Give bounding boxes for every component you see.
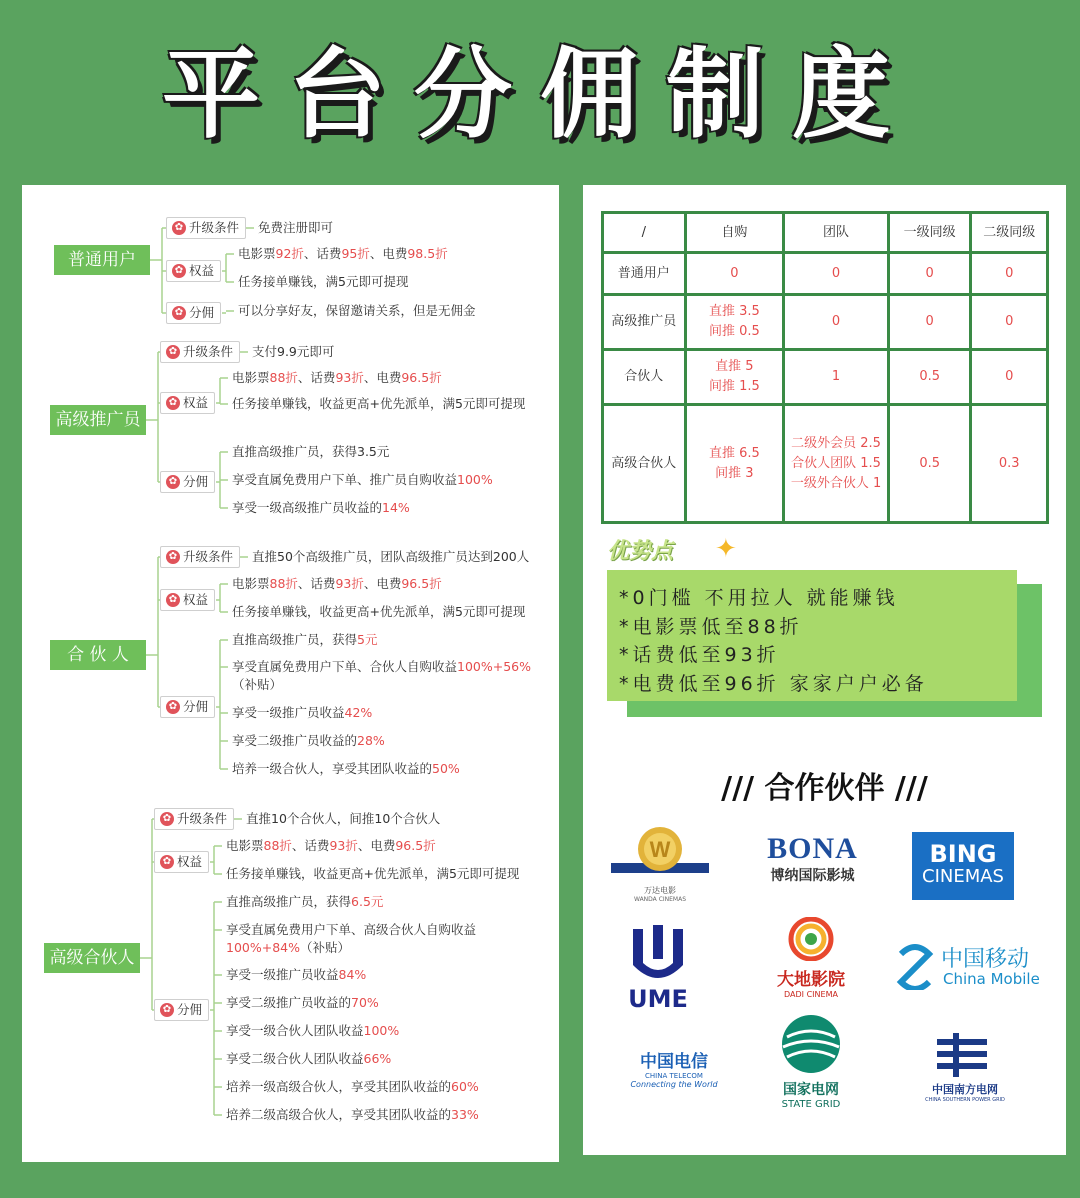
text-span: 50% <box>432 761 460 776</box>
level-1-commission-item <box>232 443 389 461</box>
state-grid-text: 国家电网 <box>783 1082 839 1098</box>
text-span: 电影票 <box>232 370 270 385</box>
table-body <box>603 253 1048 523</box>
level-3-commission-item <box>226 921 542 957</box>
text-span: 享受一级合伙人团队收益 <box>226 1023 364 1038</box>
level-2-benefit-node <box>160 589 215 611</box>
level-3-upgrade-node <box>154 808 234 830</box>
text-span: 66% <box>363 1051 392 1066</box>
table-header-cell: 二级同级 <box>971 213 1048 253</box>
table-header-row <box>603 213 1048 253</box>
text-span: 96.5折 <box>401 576 442 591</box>
sparkle-icon: ✦ <box>715 534 737 564</box>
china-mobile-icon <box>893 940 937 990</box>
node-label: 权益 <box>183 592 209 607</box>
node-label: 权益 <box>183 395 209 410</box>
level-0-commission-node <box>166 302 221 324</box>
table-cell-line: 0.5 <box>919 369 941 384</box>
text-span: 培养二级高级合伙人，享受其团队收益的 <box>226 1107 452 1122</box>
text-span: 、电费 <box>363 370 402 385</box>
bing-cinemas-logo <box>912 832 1014 900</box>
text-span: 93折 <box>335 370 364 385</box>
flower-icon: ✿ <box>172 306 186 320</box>
text-span: 享受直属免费用户下单、合伙人自购收益 <box>232 659 458 674</box>
table-row <box>603 405 1048 523</box>
table-cell <box>888 253 971 295</box>
china-mobile-subtext: China Mobile <box>943 970 1040 988</box>
table-cell-line: 0 <box>831 265 841 281</box>
level-3-commission-item <box>226 994 379 1012</box>
level-3-benefit-node <box>154 851 209 873</box>
wanda-logo <box>601 825 719 903</box>
flower-icon: ✿ <box>166 475 180 489</box>
table-cell <box>888 350 971 405</box>
page-title: 平台分佣制度 <box>161 38 918 152</box>
text-span: 5元 <box>357 632 378 647</box>
level-3-commission-item <box>226 966 366 984</box>
node-label: 分佣 <box>177 1002 203 1017</box>
text-span: 享受二级推广员收益的 <box>226 995 352 1010</box>
node-label: 分佣 <box>183 474 209 489</box>
text-span: 100% <box>363 1023 400 1038</box>
level-2-benefit-item <box>232 603 525 621</box>
flower-icon: ✿ <box>166 593 180 607</box>
level-3-title: 高级合伙人 <box>44 943 140 973</box>
table-cell-line: 0.5 <box>919 455 941 471</box>
level-1-benefit-node <box>160 392 215 414</box>
dadi-logo-icon <box>761 917 861 961</box>
advantage-item: *0门槛 不用拉人 就能赚钱 <box>619 587 899 609</box>
flower-icon: ✿ <box>160 1003 174 1017</box>
text-span: 直推高级推广员，获得3.5元 <box>232 444 390 459</box>
ume-logo-icon <box>613 925 703 983</box>
table-cell-line: 直推 3.5 <box>708 304 760 319</box>
level-3-benefit-item <box>226 865 519 883</box>
level-1-benefit-item <box>232 395 542 413</box>
table-row <box>603 253 1048 295</box>
text-span: 88折 <box>269 576 298 591</box>
level-1-benefit-item <box>232 369 442 387</box>
table-row-label <box>603 350 686 405</box>
ume-logo <box>613 925 703 1011</box>
level-1-commission-item <box>232 499 410 517</box>
level-0-upgrade-node <box>166 217 246 239</box>
level-1-title: 高级推广员 <box>50 405 146 435</box>
text-span: 98.5折 <box>407 246 448 261</box>
node-label: 分佣 <box>189 305 215 320</box>
text-span: 100%+56% <box>457 659 532 674</box>
table-cell-line: 直推 5 <box>715 359 754 374</box>
partners-title: /// 合作伙伴 /// <box>721 771 928 806</box>
table-cell <box>685 405 784 523</box>
ume-logo-text: UME <box>628 985 688 1013</box>
level-1-upgrade-text: 支付9.9元即可 <box>252 344 335 359</box>
text-span: 享受一级高级推广员收益的 <box>232 500 383 515</box>
table-cell-line: 直推 6.5 <box>708 445 760 461</box>
china-mobile-logo <box>893 940 1043 996</box>
text-span: 电影票 <box>238 246 276 261</box>
text-span: 电影票 <box>232 576 270 591</box>
level-2-benefit-item <box>232 575 442 593</box>
flower-icon: ✿ <box>172 221 186 235</box>
node-label: 升级条件 <box>189 220 240 235</box>
text-span: 任务接单赚钱，收益更高+优先派单，满5元即可提现 <box>232 396 526 411</box>
text-span: 培养一级合伙人，享受其团队收益的 <box>232 761 433 776</box>
level-3-commission-item <box>226 1022 399 1040</box>
text-span: 33% <box>451 1107 479 1122</box>
bona-logo-text: BONA <box>767 832 858 865</box>
text-span: 享受二级推广员收益的 <box>232 733 358 748</box>
wanda-logo-icon <box>601 825 719 881</box>
text-span: 、话费 <box>303 246 342 261</box>
level-2-commission-item <box>232 732 385 750</box>
level-1-commission-node <box>160 471 215 493</box>
bona-logo-subtext: 博纳国际影城 <box>770 868 855 884</box>
level-0-benefit-node <box>166 260 221 282</box>
level-3-upgrade-text: 直推10个合伙人，间推10个合伙人 <box>246 811 441 826</box>
level-2-title: 合 伙 人 <box>50 640 146 670</box>
level-2-upgrade-text: 直推50个高级推广员，团队高级推广员达到200人 <box>252 549 530 564</box>
table-cell <box>685 350 784 405</box>
table-cell <box>971 295 1048 350</box>
info-panel <box>583 185 1066 1155</box>
level-0-title: 普通用户 <box>54 245 150 275</box>
bing-logo-text: BING <box>929 840 997 868</box>
table-row-label <box>603 253 686 295</box>
table-cell <box>685 253 784 295</box>
table-cell <box>784 295 889 350</box>
table-cell <box>971 405 1048 523</box>
table-header-cell: 自购 <box>685 213 784 253</box>
table-cell-line: 二级外会员 2.5 <box>791 435 881 451</box>
text-span: 6.5元 <box>351 894 384 909</box>
text-span: 92折 <box>275 246 304 261</box>
table-cell <box>784 253 889 295</box>
commission-tree-panel <box>22 185 559 1162</box>
level-2-commission-item <box>232 760 460 778</box>
dadi-logo-subtext: DADI CINEMA <box>784 990 838 999</box>
table-cell-line: 1 <box>831 369 841 384</box>
csg-text: 中国南方电网 <box>932 1083 998 1096</box>
svg-text:W: W <box>649 837 671 862</box>
node-label: 权益 <box>177 854 203 869</box>
text-span: （补贴） <box>232 677 283 692</box>
table-header-cell: / <box>603 213 686 253</box>
dadi-logo-text: 大地影院 <box>777 970 845 990</box>
text-span: 、话费 <box>291 838 330 853</box>
text-span: 42% <box>344 705 373 720</box>
text-span: 、话费 <box>297 576 336 591</box>
text-span: 84% <box>338 967 367 982</box>
node-label: 权益 <box>189 263 215 278</box>
table-cell <box>971 253 1048 295</box>
text-span: 88折 <box>263 838 292 853</box>
commission-rate-table <box>601 211 1049 524</box>
flower-icon: ✿ <box>172 264 186 278</box>
advantage-item: *话费低至93折 <box>619 644 780 666</box>
text-span: 88折 <box>269 370 298 385</box>
china-southern-power-grid-logo <box>915 1033 1015 1103</box>
text-span: 100%+84% <box>226 940 300 955</box>
table-row <box>603 350 1048 405</box>
table-row-label <box>603 295 686 350</box>
csg-icon <box>915 1033 1015 1077</box>
text-span: （补贴） <box>300 940 351 955</box>
table-cell-line: 0 <box>1005 314 1014 329</box>
node-label: 升级条件 <box>177 811 228 826</box>
text-span: 享受直属免费用户下单、推广员自购收益 <box>232 472 458 487</box>
text-span: 、话费 <box>297 370 336 385</box>
level-1-upgrade-node <box>160 341 240 363</box>
text-span: 可以分享好友，保留邀请关系，但是无佣金 <box>238 303 476 318</box>
table-cell-line: 高级推广员 <box>611 314 677 329</box>
wanda-logo-subtext: WANDA CINEMAS <box>633 896 687 903</box>
text-span: 享受一级推广员收益 <box>226 967 339 982</box>
level-3-commission-item <box>226 893 383 911</box>
flower-icon: ✿ <box>166 700 180 714</box>
china-telecom-tagline: Connecting the World <box>630 1080 718 1089</box>
table-row-label <box>603 405 686 523</box>
table-cell <box>888 295 971 350</box>
level-0-commission-item <box>238 302 476 320</box>
china-telecom-text: 中国电信 <box>640 1052 708 1072</box>
text-span: 任务接单赚钱，收益更高+优先派单，满5元即可提现 <box>232 604 526 619</box>
wanda-logo-text: 万达电影 <box>644 886 676 895</box>
table-header-cell: 团队 <box>784 213 889 253</box>
text-span: 28% <box>357 733 385 748</box>
advantage-item: *电费低至96折 家家户户必备 <box>619 672 928 695</box>
text-span: 、电费 <box>369 246 408 261</box>
flower-icon: ✿ <box>160 812 174 826</box>
level-2-commission-item <box>232 704 372 722</box>
bona-logo <box>755 833 870 893</box>
table-cell-line: 间推 3 <box>715 465 754 481</box>
table-cell <box>685 295 784 350</box>
flower-icon: ✿ <box>166 396 180 410</box>
china-mobile-text: 中国移动 <box>941 947 1030 972</box>
table-header-cell: 一级同级 <box>888 213 971 253</box>
text-span: 享受一级推广员收益 <box>232 705 345 720</box>
level-0-benefit-item <box>238 245 448 263</box>
advantages-box <box>607 570 1017 701</box>
text-span: 100% <box>457 472 493 487</box>
text-span: 60% <box>451 1079 479 1094</box>
text-span: 电影票 <box>226 838 264 853</box>
table-cell-line: 0 <box>925 314 934 329</box>
table-cell-line: 一级外合伙人 1 <box>790 475 882 491</box>
china-telecom-subtext: CHINA TELECOM <box>645 1072 703 1080</box>
flower-icon: ✿ <box>166 345 180 359</box>
table-cell-line: 普通用户 <box>617 265 670 281</box>
table-cell-line: 0 <box>1005 265 1014 281</box>
text-span: 14% <box>382 500 410 515</box>
advantage-item: *电影票低至88折 <box>619 615 803 638</box>
state-grid-subtext: STATE GRID <box>781 1099 841 1110</box>
text-span: 直推高级推广员，获得 <box>226 894 352 909</box>
text-span: 培养一级高级合伙人，享受其团队收益的 <box>226 1079 452 1094</box>
china-telecom-logo <box>609 1047 739 1097</box>
level-3-commission-item <box>226 1050 391 1068</box>
state-grid-icon <box>773 1013 849 1075</box>
table-cell <box>888 405 971 523</box>
csg-subtext: CHINA SOUTHERN POWER GRID <box>925 1097 1005 1103</box>
text-span: 任务接单赚钱，满5元即可提现 <box>238 274 409 289</box>
text-span: 、电费 <box>357 838 396 853</box>
level-0-upgrade-text: 免费注册即可 <box>258 220 334 235</box>
text-span: 96.5折 <box>401 370 442 385</box>
level-2-commission-item <box>232 658 542 694</box>
text-span: 70% <box>351 995 379 1010</box>
text-span: 享受二级合伙人团队收益 <box>226 1051 364 1066</box>
level-1-commission-item <box>232 471 493 489</box>
table-cell <box>971 350 1048 405</box>
flower-icon: ✿ <box>166 550 180 564</box>
text-span: 直推高级推广员，获得 <box>232 632 358 647</box>
table-cell-line: 间推 0.5 <box>708 324 760 339</box>
level-2-upgrade-node <box>160 546 240 568</box>
table-cell-line: 0 <box>831 314 841 329</box>
text-span: 任务接单赚钱，收益更高+优先派单，满5元即可提现 <box>226 866 520 881</box>
node-label: 升级条件 <box>183 344 234 359</box>
table-cell <box>784 405 889 523</box>
text-span: 95折 <box>341 246 370 261</box>
text-span: 93折 <box>329 838 358 853</box>
level-3-commission-item <box>226 1106 479 1124</box>
table-cell-line: 间推 1.5 <box>708 379 760 394</box>
table-cell-line: 合伙人 <box>624 369 664 384</box>
dadi-cinema-logo <box>761 917 861 999</box>
table-cell <box>784 350 889 405</box>
bing-logo-subtext: CINEMAS <box>922 866 1004 887</box>
node-label: 升级条件 <box>183 549 234 564</box>
table-row <box>603 295 1048 350</box>
state-grid-logo <box>773 1013 849 1113</box>
table-cell-line: 0 <box>1005 369 1014 384</box>
table-cell-line: 合伙人团队 1.5 <box>791 455 881 471</box>
table-cell-line: 0.3 <box>998 455 1020 471</box>
text-span: 、电费 <box>363 576 402 591</box>
text-span: 享受直属免费用户下单、高级合伙人自购收益 <box>226 922 477 937</box>
table-cell-line: 0 <box>925 265 934 281</box>
advantages-title: 优势点 <box>607 539 674 564</box>
level-3-commission-item <box>226 1078 479 1096</box>
text-span: 93折 <box>335 576 364 591</box>
table-cell-line: 高级合伙人 <box>611 455 677 471</box>
level-3-benefit-item <box>226 837 436 855</box>
text-span: 96.5折 <box>395 838 436 853</box>
table-cell-line: 0 <box>730 265 739 281</box>
level-2-commission-item <box>232 631 377 649</box>
level-3-commission-node <box>154 999 209 1021</box>
level-2-commission-node <box>160 696 215 718</box>
flower-icon: ✿ <box>160 855 174 869</box>
level-0-benefit-item <box>238 273 408 291</box>
node-label: 分佣 <box>183 699 209 714</box>
